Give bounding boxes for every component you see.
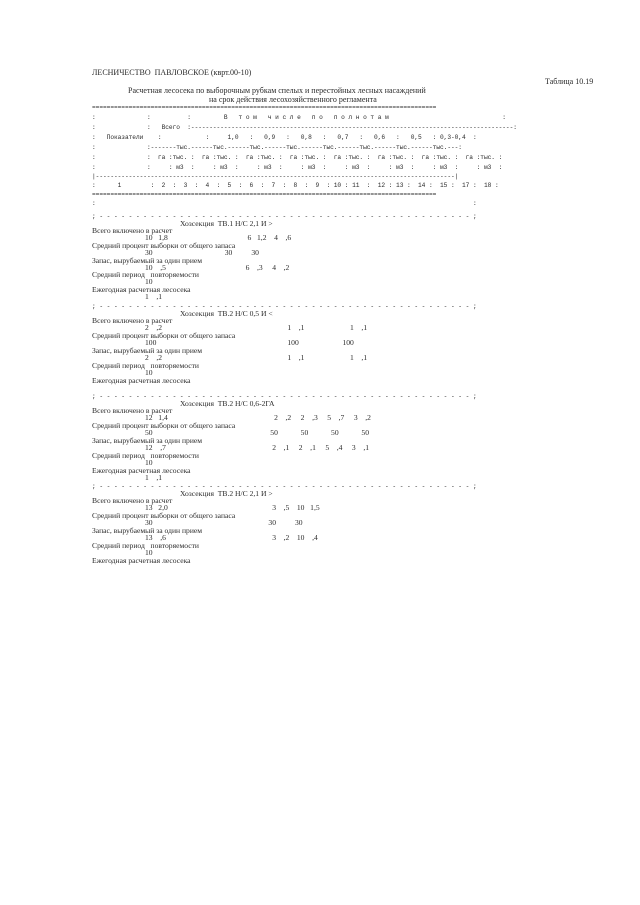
row-values: 10 xyxy=(145,368,153,377)
row-label: Средний процент выборки от общего запаса xyxy=(92,331,236,340)
row-values: 10 1,8 6 1,2 4 ,6 xyxy=(145,233,292,242)
table-header-row-1: : : : В т о м ч и с л е п о п о л н о т а м : xyxy=(92,114,506,121)
table-header-row-4: : :-------тыс.------тыс.------тыс.------тыс.------тыс.------тыс.------тыс.------тыс.---: xyxy=(92,144,462,151)
row-values: 10 xyxy=(145,548,153,557)
section-title: Хозсекция ТВ.2 Н/С 0,6-2ГА xyxy=(180,399,275,408)
row-label: Запас, вырубаемый за один прием xyxy=(92,346,203,355)
row-label: Средний процент выборки от общего запаса xyxy=(92,511,236,520)
row-values: 30 30 30 xyxy=(145,518,303,527)
row-values: 1 ,1 xyxy=(145,292,163,301)
row-values: 1 ,1 xyxy=(145,473,163,482)
row-label: Запас, вырубаемый за один прием xyxy=(92,526,203,535)
row-label: Ежегодная расчетная лесосека xyxy=(92,376,191,385)
title-line-2: на срок действия лесохозяйственного регламента xyxy=(209,95,377,104)
row-label: Средний период повторяемости xyxy=(92,270,199,279)
row-label: Всего включено в расчет xyxy=(92,316,173,325)
row-values: 100 100 100 xyxy=(145,338,354,347)
section-rule: ; - - - - - - - - - - - - - - - - - - - - - - - - - - - - - - - - - - - - - - - - - - - - - - - - - - - ; xyxy=(92,393,477,400)
table-header-row-6: : : : м3 : : м3 : : м3 : : м3 : : м3 : : м3 : : м3 : : м3 : xyxy=(92,164,503,171)
row-values: 10 xyxy=(145,458,153,467)
section-rule: ; - - - - - - - - - - - - - - - - - - - - - - - - - - - - - - - - - - - - - - - - - - - - - - - - - - - ; xyxy=(92,483,477,490)
forestry-name: ЛЕСНИЧЕСТВО ПАВЛОВСКОЕ (кврт.00-10) xyxy=(92,68,252,77)
section-title: Хозсекция ТВ.2 Н/С 0,5 И < xyxy=(180,309,273,318)
table-column-numbers: : 1 : 2 : 3 : 4 : 5 : 6 : 7 : 8 : 9 : 10 : 11 : 12 : 13 : 14 : 15 : 17 : 18 : xyxy=(92,182,499,189)
row-values: 12 1,4 2 ,2 2 ,3 5 ,7 3 ,2 xyxy=(145,413,371,422)
section-title: Хозсекция ТВ.2 Н/С 2,1 И > xyxy=(180,489,273,498)
row-values: 2 ,2 1 ,1 1 ,1 xyxy=(145,323,368,332)
row-label: Средний период повторяемости xyxy=(92,451,199,460)
row-values: 10 ,5 6 ,3 4 ,2 xyxy=(145,263,290,272)
row-values: 13 2,0 3 ,5 10 1,5 xyxy=(145,503,320,512)
row-values: 30 30 30 xyxy=(145,248,259,257)
table-number: Таблица 10.19 xyxy=(545,77,594,86)
row-label: Запас, вырубаемый за один прием xyxy=(92,436,203,445)
table-header-row-5: : : га :тыс. : га :тыс. : га :тыс. : га :тыс. : га :тыс. : га :тыс. : га :тыс. : га :тыс. : xyxy=(92,154,503,161)
title-line-1: Расчетная лесосека по выборочным рубкам спелых и перестойных лесных насаждений xyxy=(128,86,426,95)
row-label: Всего включено в расчет xyxy=(92,226,173,235)
table-rule-bottom: ============================================================================================== xyxy=(92,191,437,198)
row-label: Средний процент выборки от общего запаса xyxy=(92,421,236,430)
row-label: Средний процент выборки от общего запаса xyxy=(92,241,236,250)
section-rule: ; - - - - - - - - - - - - - - - - - - - - - - - - - - - - - - - - - - - - - - - - - - - - - - - - - - - ; xyxy=(92,303,477,310)
row-values: 50 50 50 50 50 xyxy=(145,428,370,437)
row-values: 13 ,6 3 ,2 10 ,4 xyxy=(145,533,318,542)
row-label: Всего включено в расчет xyxy=(92,406,173,415)
row-label: Ежегодная расчетная лесосека xyxy=(92,285,191,294)
section-title: Хозсекция ТВ.1 Н/С 2,1 И > xyxy=(180,219,273,228)
row-label: Средний период повторяемости xyxy=(92,361,199,370)
row-values: 10 xyxy=(145,277,153,286)
row-label: Ежегодная расчетная лесосека xyxy=(92,466,191,475)
table-rule-mid: |--------------------------------------------------------------------------------------------------| xyxy=(92,173,459,180)
table-rule-top: ============================================================================================== xyxy=(92,104,437,111)
row-label: Ежегодная расчетная лесосека xyxy=(92,556,191,565)
table-header-row-2: : : Всего :----------------------------------------------------------------------------------------: xyxy=(92,124,517,131)
table-header-row-3: : Показатели : : 1,0 : 0,9 : 0,8 : 0,7 : 0,6 : 0,5 : 0,3-0,4 : xyxy=(92,134,477,141)
row-label: Запас, вырубаемый за один прием xyxy=(92,256,203,265)
section-rule: ; - - - - - - - - - - - - - - - - - - - - - - - - - - - - - - - - - - - - - - - - - - - - - - - - - - - ; xyxy=(92,213,477,220)
row-values: 12 ,7 2 ,1 2 ,1 5 ,4 3 ,1 xyxy=(145,443,370,452)
row-label: Средний период повторяемости xyxy=(92,541,199,550)
row-values: 2 ,2 1 ,1 1 ,1 xyxy=(145,353,368,362)
table-header-row-8: : : xyxy=(92,200,477,207)
row-label: Всего включено в расчет xyxy=(92,496,173,505)
